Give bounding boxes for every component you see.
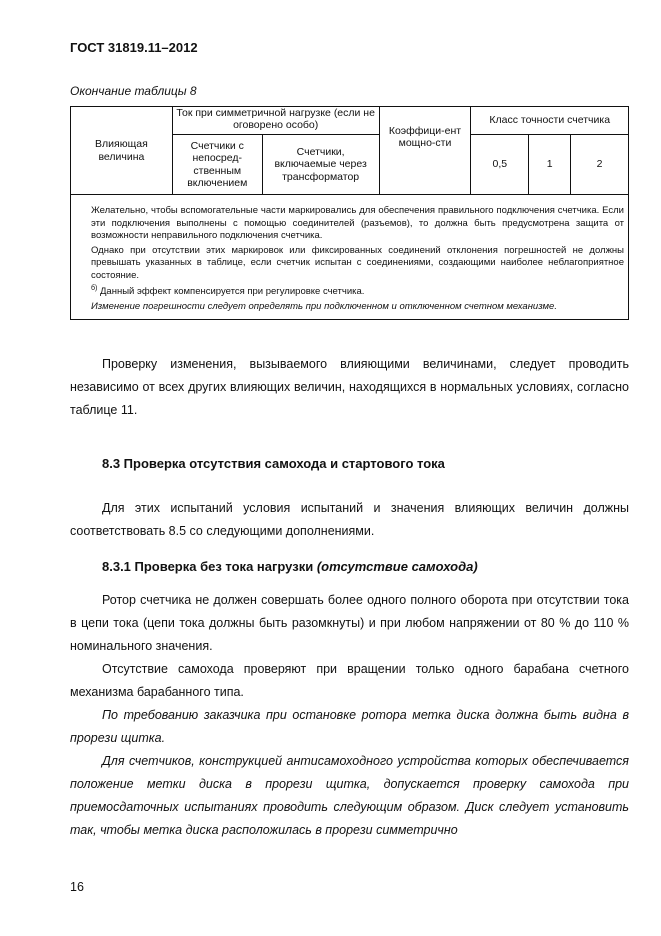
header-current-group: Ток при симметричной нагрузке (если не оговорено особо) — [172, 107, 379, 135]
class-value: 2 — [571, 135, 629, 195]
section-heading-8-3-1 — [102, 559, 478, 574]
paragraph: Отсутствие самохода проверяют при вращении только одного барабана счетного механизма барабанного типа. — [70, 662, 629, 699]
footnote — [91, 284, 624, 299]
footnote-mark: б) — [91, 285, 98, 293]
table-8 — [70, 106, 629, 320]
note-paragraph: Желательно, чтобы вспомогательные части маркировались для обеспечения правильного подключения счетчика. Если эти подключения выполнены с помощью соединителей (разъемов), то должна быть предусмотрена защита от возможности неправильного подключения счетчика. — [91, 205, 624, 242]
italic-note: Изменение погрешности следует определять при подключенном и отключенном счетном механизме. — [91, 300, 557, 312]
paragraph: Ротор счетчика не должен совершать более одного полного оборота при отсутствии тока в цепи тока (цепи тока должны быть разомкнуты) и при любом напряжении от 80 % до 110 % номинального значения. — [70, 593, 629, 653]
table-caption: Окончание таблицы 8 — [70, 84, 197, 98]
header-class-group: Класс точности счетчика — [471, 107, 629, 135]
table-notes — [71, 195, 629, 320]
document-header: ГОСТ 31819.11–2012 — [70, 40, 198, 55]
header-influence: Влияющая величина — [71, 107, 173, 195]
class-value: 0,5 — [471, 135, 529, 195]
footnote-text: Данный эффект компенсируется при регулировке счетчика. — [97, 286, 365, 298]
header-power-factor: Коэффици-ент мощно-сти — [379, 107, 471, 195]
section-heading-8-3: 8.3 Проверка отсутствия самохода и стартового тока — [102, 456, 445, 471]
page-number: 16 — [70, 880, 84, 894]
paragraph: По требованию заказчика при остановке ротора метка диска должна быть видна в прорези щитка. — [70, 708, 629, 745]
paragraph: Для счетчиков, конструкцией антисамоходного устройства которых обеспечивается положение метки диска в прорези щитка, допускается проверку самохода при приемосдаточных испытаниях проводить следующим образом. Диск следует установить так, чтобы метка диска расположилась в прорези симметрично — [70, 754, 629, 837]
header-transformer-connection: Счетчики, включаемые через трансформатор — [262, 135, 379, 195]
note-paragraph: Однако при отсутствии этих маркировок или фиксированных соединений отклонения погрешностей не должны превышать указанных в таблице, если счетчик испытан с соединениями, создающими наиболее неблагоприятное состояние. — [91, 244, 624, 281]
paragraph: Проверку изменения, вызываемого влияющими величинами, следует проводить независимо от всех других влияющих величин, находящихся в нормальных условиях, согласно таблице 11. — [70, 357, 629, 417]
header-direct-connection: Счетчики с непосред-ственным включением — [172, 135, 262, 195]
heading-italic-part: (отсутствие самохода) — [316, 559, 478, 574]
heading-bold-part: 8.3.1 Проверка без тока нагрузки — [102, 559, 317, 574]
class-value: 1 — [529, 135, 571, 195]
paragraph: Для этих испытаний условия испытаний и значения влияющих величин должны соответствовать 8.5 со следующими дополнениями. — [70, 501, 629, 538]
